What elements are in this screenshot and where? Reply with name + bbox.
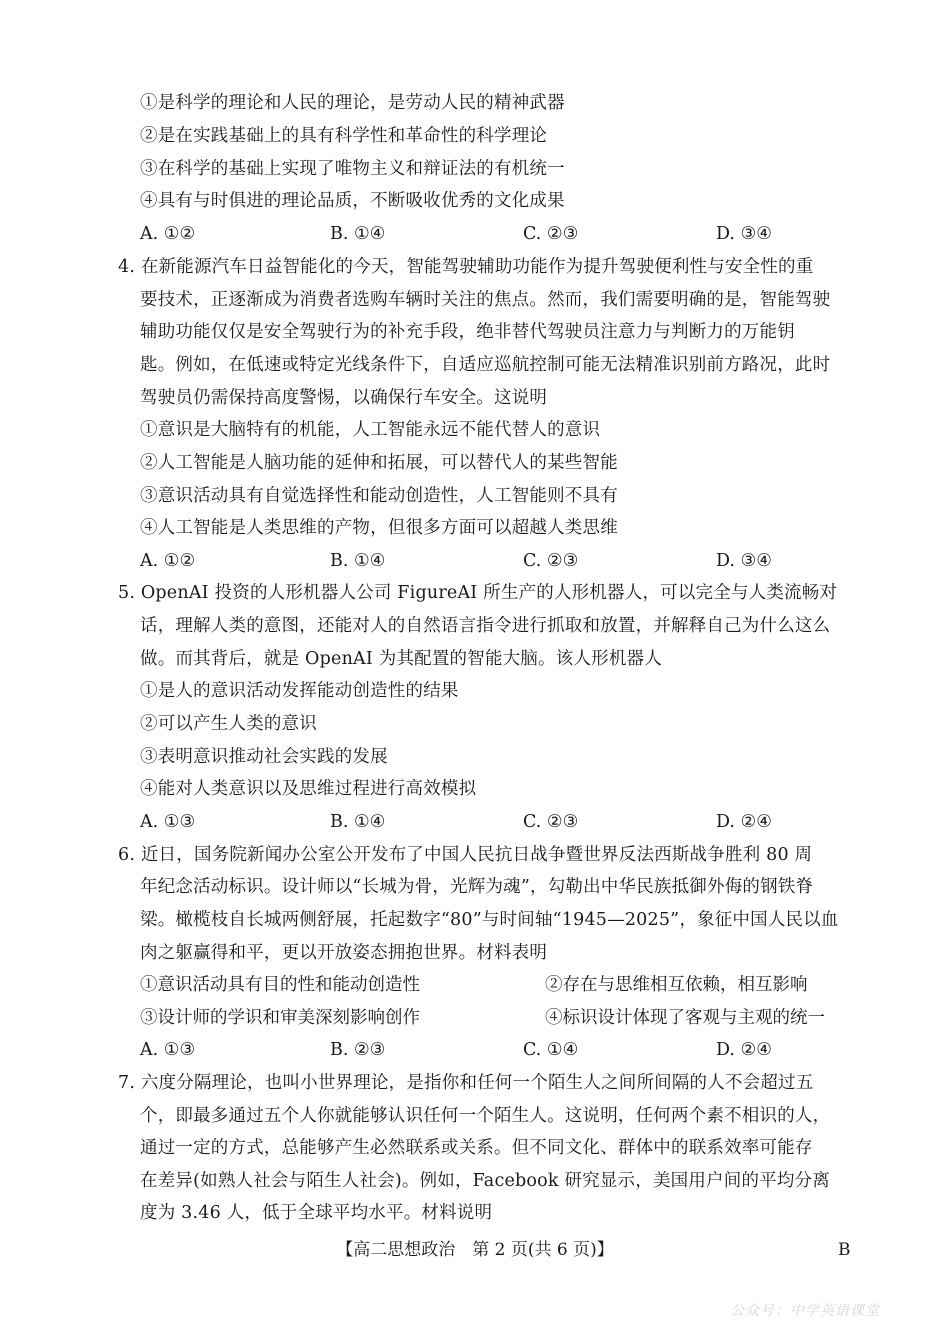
q4-item-2: ②人工智能是人脑功能的延伸和拓展，可以替代人的某些智能 xyxy=(140,453,618,473)
q3-option-d: D. ③④ xyxy=(716,224,772,244)
q6-stem-line-4: 肉之躯赢得和平，更以开放姿态拥抱世界。材料表明 xyxy=(140,943,548,963)
q6-item-4: ④标识设计体现了客观与主观的统一 xyxy=(545,1008,825,1028)
q7-stem-line-2: 个，即最多通过五个人你就能够认识任何一个陌生人。这说明，任何两个素不相识的人， xyxy=(140,1106,831,1126)
q6-item-1: ①意识活动具有目的性和能动创造性 xyxy=(140,975,420,995)
q6-items-row-1 xyxy=(140,972,880,998)
footer-page-info: 【高二思想政治 第 2 页(共 6 页)】 xyxy=(336,1240,614,1260)
q4-stem-line-3: 辅助功能仅仅是安全驾驶行为的补充手段，绝非替代驾驶员注意力与判断力的万能钥 xyxy=(140,322,795,342)
q6-option-c: C. ①④ xyxy=(523,1040,579,1060)
q3-option-a: A. ①② xyxy=(140,224,196,244)
watermark: 公众号：中学英语课堂 xyxy=(730,1303,880,1319)
q6-item-2: ②存在与思维相互依赖，相互影响 xyxy=(545,975,808,995)
q5-item-2: ②可以产生人类的意识 xyxy=(140,714,317,734)
q4-stem-line-5: 驾驶员仍需保持高度警惕，以确保行车安全。这说明 xyxy=(140,388,548,408)
q4-stem-line-1: 4. 在新能源汽车日益智能化的今天，智能驾驶辅助功能作为提升驾驶便利性与安全性的重 xyxy=(118,257,814,277)
q6-stem-line-3: 梁。橄榄枝自长城两侧舒展，托起数字“80”与时间轴“1945—2025”，象征中国人民以血 xyxy=(140,910,839,930)
q3-options xyxy=(140,221,840,247)
q4-options xyxy=(140,548,840,574)
q6-option-d: D. ②④ xyxy=(716,1040,772,1060)
q5-stem-line-1: 5. OpenAI 投资的人形机器人公司 FigureAI 所生产的人形机器人，可以完全与人类流畅对 xyxy=(118,583,838,603)
q4-item-4: ④人工智能是人类思维的产物，但很多方面可以超越人类思维 xyxy=(140,518,618,538)
q5-item-1: ①是人的意识活动发挥能动创造性的结果 xyxy=(140,681,459,701)
q4-item-3: ③意识活动具有自觉选择性和能动创造性，人工智能则不具有 xyxy=(140,486,618,506)
q4-option-b: B. ①④ xyxy=(330,551,386,571)
q3-item-4: ④具有与时俱进的理论品质，不断吸收优秀的文化成果 xyxy=(140,191,565,211)
q6-item-3: ③设计师的学识和审美深刻影响创作 xyxy=(140,1008,420,1028)
q5-item-3: ③表明意识推动社会实践的发展 xyxy=(140,747,388,767)
q5-option-c: C. ②③ xyxy=(523,812,579,832)
q7-stem-line-1: 7. 六度分隔理论，也叫小世界理论，是指你和任何一个陌生人之间所间隔的人不会超过五 xyxy=(118,1073,814,1093)
q3-item-3: ③在科学的基础上实现了唯物主义和辩证法的有机统一 xyxy=(140,159,565,179)
q5-option-b: B. ①④ xyxy=(330,812,386,832)
q5-option-d: D. ②④ xyxy=(716,812,772,832)
q3-item-1: ①是科学的理论和人民的理论，是劳动人民的精神武器 xyxy=(140,93,565,113)
q6-option-b: B. ②③ xyxy=(330,1040,386,1060)
q6-stem-line-2: 年纪念活动标识。设计师以“长城为骨，光辉为魂”，勾勒出中华民族抵御外侮的钢铁脊 xyxy=(140,877,814,897)
q7-stem-line-5: 度为 3.46 人，低于全球平均水平。材料说明 xyxy=(140,1203,493,1223)
q4-stem-line-4: 匙。例如，在低速或特定光线条件下，自适应巡航控制可能无法精准识别前方路况，此时 xyxy=(140,355,831,375)
q6-stem-line-1: 6. 近日，国务院新闻办公室公开发布了中国人民抗日战争暨世界反法西斯战争胜利 80 周 xyxy=(118,845,813,865)
q5-item-4: ④能对人类意识以及思维过程进行高效模拟 xyxy=(140,779,477,799)
q3-option-c: C. ②③ xyxy=(523,224,579,244)
q7-stem-line-3: 通过一定的方式，总能够产生必然联系或关系。但不同文化、群体中的联系效率可能存 xyxy=(140,1138,813,1158)
q4-stem-line-2: 要技术，正逐渐成为消费者选购车辆时关注的焦点。然而，我们需要明确的是，智能驾驶 xyxy=(140,290,831,310)
q4-option-a: A. ①② xyxy=(140,551,196,571)
q5-options xyxy=(140,809,840,835)
q6-items-row-2 xyxy=(140,1005,880,1031)
page-footer xyxy=(0,1237,950,1263)
q5-option-a: A. ①③ xyxy=(140,812,196,832)
q5-stem-line-3: 做。而其背后，就是 OpenAI 为其配置的智能大脑。该人形机器人 xyxy=(140,649,662,669)
footer-version-letter: B xyxy=(838,1240,851,1260)
q3-item-2: ②是在实践基础上的具有科学性和革命性的科学理论 xyxy=(140,126,548,146)
q6-options xyxy=(140,1037,840,1063)
q3-option-b: B. ①④ xyxy=(330,224,386,244)
q4-item-1: ①意识是大脑特有的机能，人工智能永远不能代替人的意识 xyxy=(140,420,601,440)
q6-option-a: A. ①③ xyxy=(140,1040,196,1060)
q5-stem-line-2: 话，理解人类的意图，还能对人的自然语言指令进行抓取和放置，并解释自己为什么这么 xyxy=(140,616,831,636)
q4-option-c: C. ②③ xyxy=(523,551,579,571)
q4-option-d: D. ③④ xyxy=(716,551,772,571)
q7-stem-line-4: 在差异(如熟人社会与陌生人社会)。例如，Facebook 研究显示，美国用户间的平均分离 xyxy=(140,1171,830,1191)
